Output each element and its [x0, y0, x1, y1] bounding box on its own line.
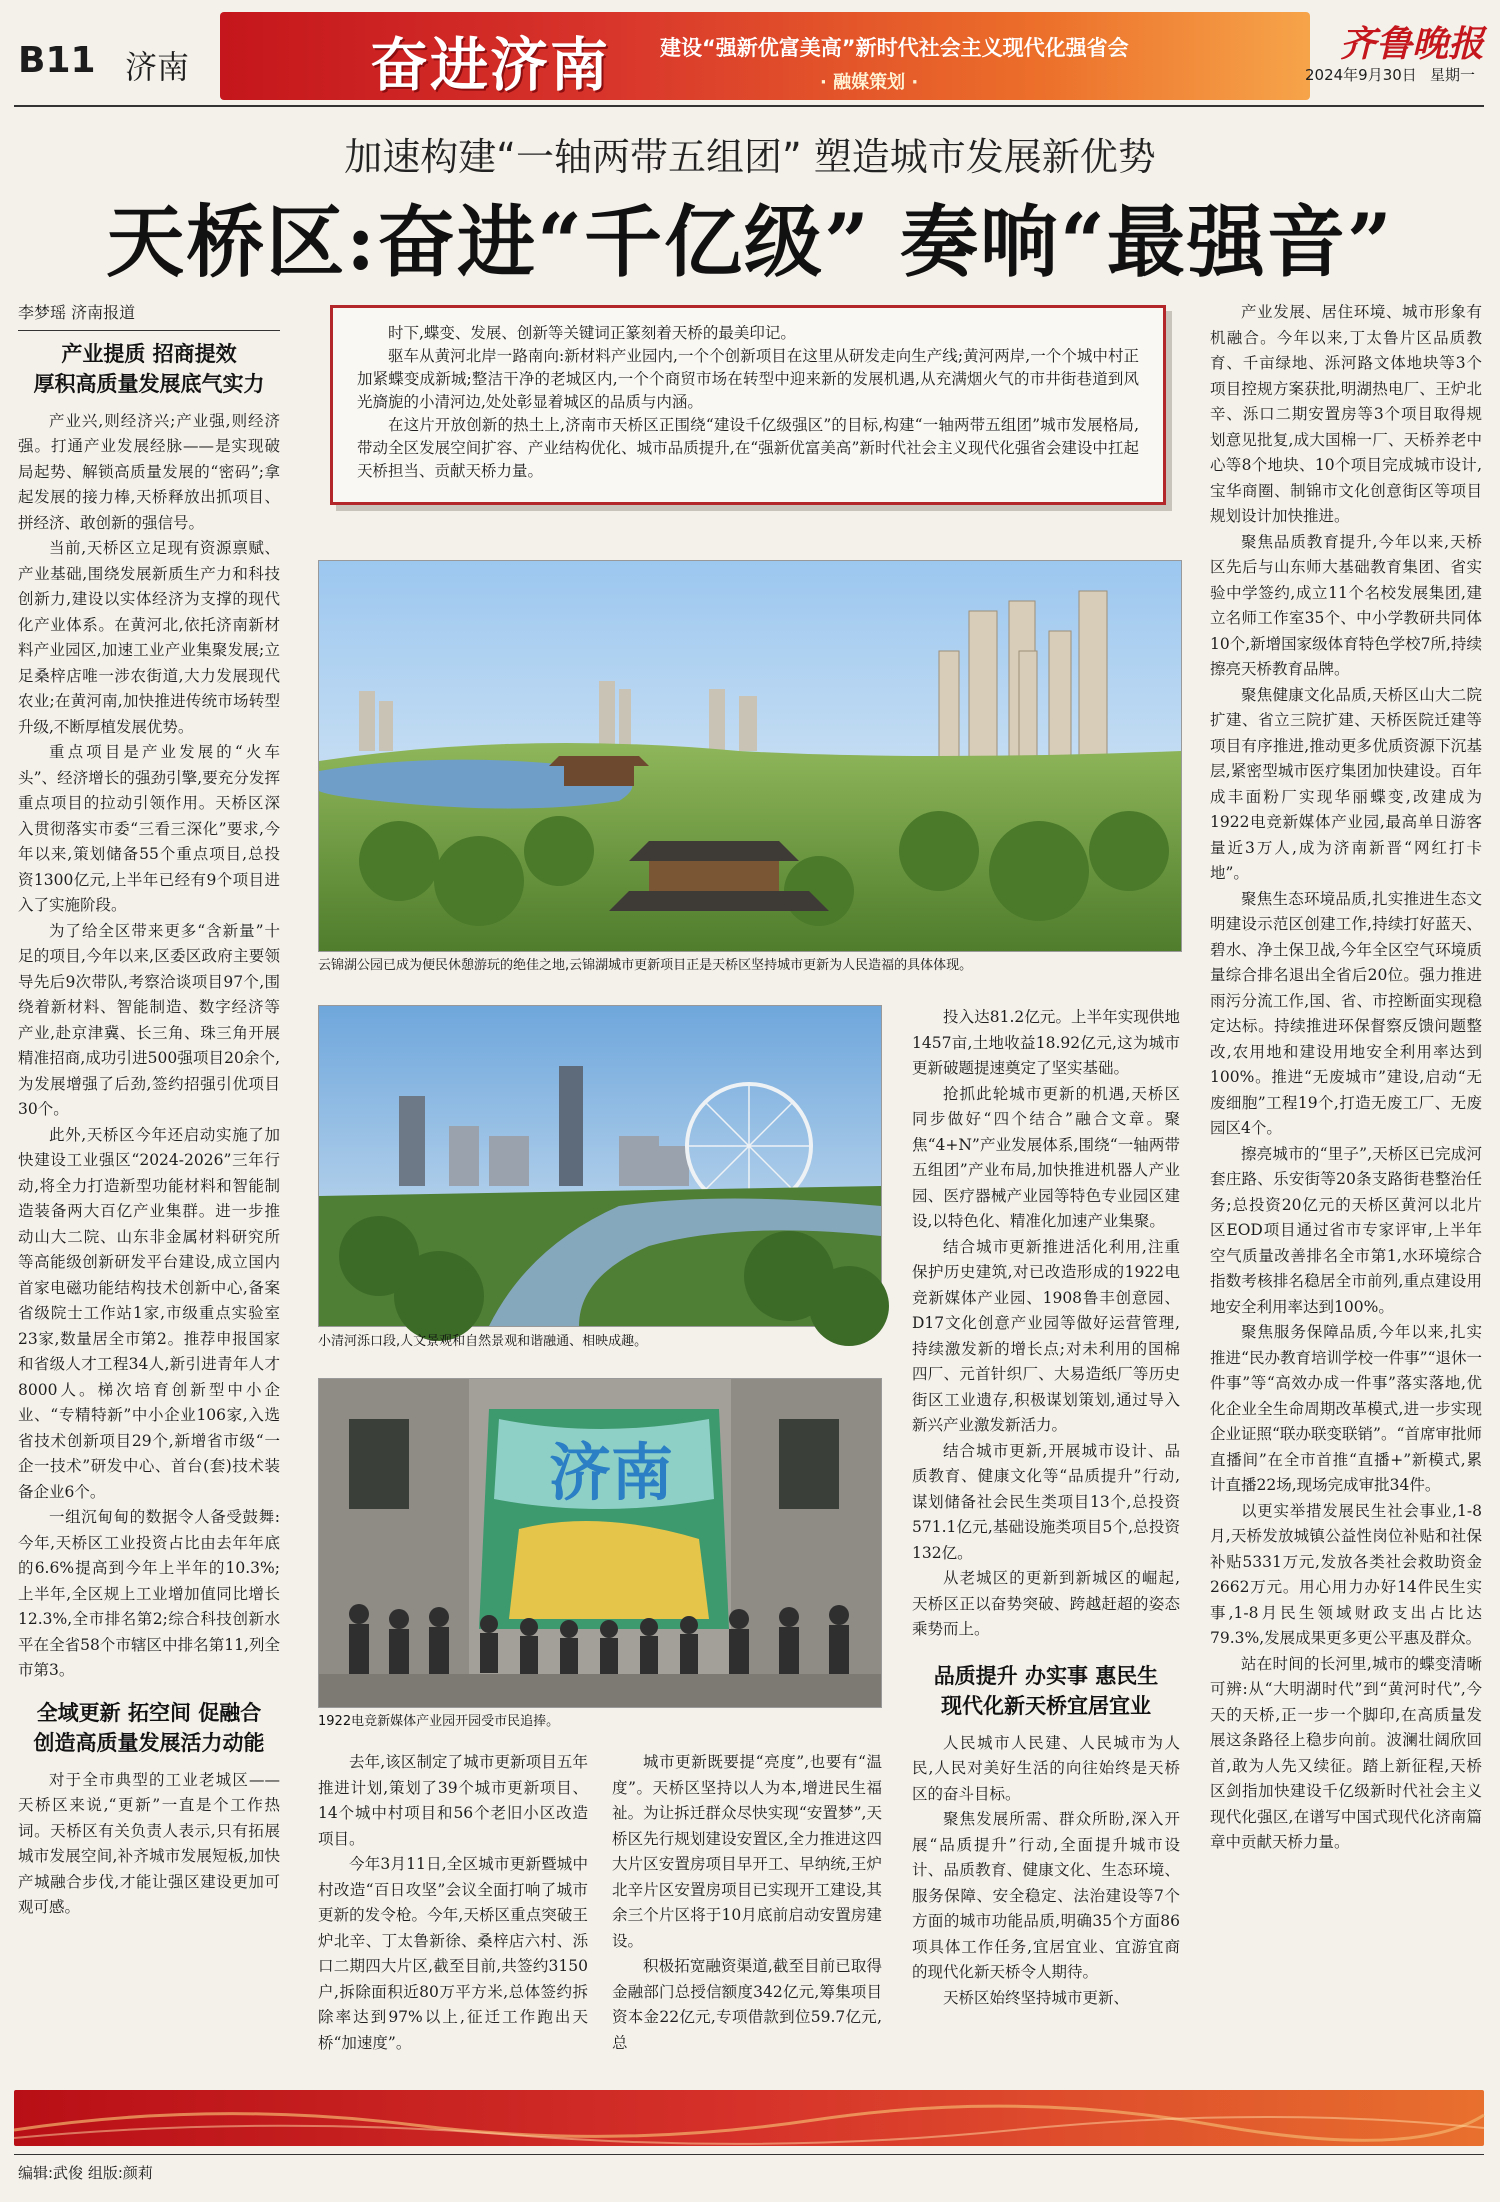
column-5	[1210, 300, 1482, 2045]
paragraph: 天桥区始终坚持城市更新、	[943, 1988, 1130, 2007]
photo-xiaoqing-river	[318, 1005, 882, 1327]
section-name: 济南	[125, 48, 190, 86]
paragraph: 为了给全区带来更多“含新量”十足的项目,今年以来,区委区政府主要领导先后9次带队,考察洽谈项目97个,围绕着新材料、智能制造、数字经济等产业,赴京津冀、长三角、珠三角开展精准招商,成功引进500强项目20余个,为发展增强了后劲,签约招强引优项目30个。	[18, 921, 280, 1118]
paragraph: 对于全市典型的工业老城区——天桥区来说,“更新”一直是个工作热词。天桥区有关负责人表示,只有拓展城市发展空间,补齐城市发展短板,加快产城融合步伐,才能让强区建设更加可观可感。	[18, 1770, 280, 1916]
intro-paragraph: 时下,蝶变、发展、创新等关键词正篆刻着天桥的最美印记。	[388, 324, 796, 342]
paragraph: 结合城市更新推进活化利用,注重保护历史建筑,对已改造形成的1922电竞新媒体产业园、1908鲁丰创意园、D17文化创意产业园等做好运营管理,持续激发新的增长点;对未利用的国棉四厂、元首针织厂、大易造纸厂等历史街区工业遗存,积极谋划策划,通过导入新兴产业激发新活力。	[912, 1237, 1180, 1434]
byline: 李梦瑶 济南报道	[18, 300, 280, 331]
paragraph: 重点项目是产业发展的“火车头”、经济增长的强劲引擎,要充分发挥重点项目的拉动引领作用。天桥区深入贯彻落实市委“三看三深化”要求,今年以来,策划储备55个重点项目,总投资1300亿元,上半年已经有9个项目进入了实施阶段。	[18, 743, 280, 914]
footer-wave-graphic	[14, 2090, 1484, 2146]
issue-weekday: 星期一	[1430, 66, 1476, 84]
intro-paragraph: 在这片开放创新的热土上,济南市天桥区正围绕“建设千亿级强区”的目标,构建“一轴两带五组团”城市发展格局,带动全区发展空间扩容、产业结构优化、城市品质提升,在“强新优富美高”新时代社会主义现代化强省会建设中扛起天桥担当、贡献天桥力量。	[357, 416, 1139, 480]
paragraph: 当前,天桥区立足现有资源禀赋、产业基础,围绕发展新质生产力和科技创新力,建设以实体经济为支撑的现代化产业体系。在黄河北,依托济南新材料产业园区,加速工业产业集聚发展;立足桑梓店唯一涉农街道,大力发展现代农业;在黄河南,加快推进传统市场转型升级,不断厚植发展优势。	[18, 539, 280, 736]
footer-decoration	[14, 2090, 1484, 2146]
banner-title: 奋进济南	[370, 31, 611, 99]
banner-slogan: 建设“强新优富美高”新时代社会主义现代化强省会	[660, 36, 1129, 60]
issue-date: 2024年9月30日	[1305, 66, 1417, 84]
paragraph: 擦亮城市的“里子”,天桥区已完成河套庄路、乐安街等20条支路街巷整治任务;总投资20亿元的天桥区黄河以北片区EOD项目通过省市专家评审,上半年空气质量改善排名全市第1,水环境综合指数考核排名稳居全市前列,重点建设用地安全利用率达到100%。	[1210, 1144, 1482, 1316]
paper-logo: 齐鲁晚报	[1340, 23, 1485, 65]
paragraph: 产业兴,则经济兴;产业强,则经济强。打通产业发展经脉——是实现破局起势、解锁高质量发展的“密码”;拿起发展的接力棒,天桥释放出抓项目、拼经济、敢创新的强信号。	[18, 411, 280, 532]
paragraph: 站在时间的长河里,城市的蝶变清晰可辨:从“大明湖时代”到“黄河时代”,今天的天桥,正一步一个脚印,在高质量发展这条路径上稳步向前。波澜壮阔欣回首,敢为人先又续征。踏上新征程,天桥区剑指加快建设千亿级新时代社会主义现代化强区,在谱写中国式现代化济南篇章中贡献天桥力量。	[1210, 1654, 1482, 1851]
paragraph: 去年,该区制定了城市更新项目五年推进计划,策划了39个城市更新项目、14个城中村项目和56个老旧小区改造项目。	[318, 1753, 588, 1848]
photo-1922-esports-park	[318, 1378, 882, 1708]
banner-sub: · 融媒策划 ·	[820, 72, 919, 93]
column-4	[912, 1005, 1180, 2045]
paragraph: 城市更新既要提“亮度”,也要有“温度”。天桥区坚持以人为本,增进民生福祉。为让拆迁群众尽快实现“安置梦”,天桥区先行规划建设安置区,全力推进这四大片区安置房项目早开工、早纳统,王炉北辛片区安置房项目已实现开工建设,其余三个片区将于10月底前启动安置房建设。	[612, 1753, 882, 1950]
paragraph: 产业发展、居住环境、城市形象有机融合。今年以来,丁太鲁片区品质教育、千亩绿地、泺河路文体地块等3个项目控规方案获批,明湖热电厂、王炉北辛、泺口二期安置房等3个项目取得规划意见批复,成大国棉一厂、天桥养老中心等8个地块、10个项目完成城市设计,宝华商圈、制锦市文化创意街区等项目规划设计加快推进。	[1210, 303, 1482, 525]
paragraph: 聚焦发展所需、群众所盼,深入开展“品质提升”行动,全面提升城市设计、品质教育、健康文化、生态环境、服务保障、安全稳定、法治建设等7个方面的城市功能品质,明确35个方面86项具体工作任务,宜居宜业、宜游宜商的现代化新天桥令人期待。	[912, 1810, 1180, 1981]
paragraph: 聚焦服务保障品质,今年以来,扎实推进“民办教育培训学校一件事”“退休一件事”等“高效办成一件事”落实落地,优化企业全生命周期改革模式,进一步实现企业证照“联办联变联销”。“首席审批师直播间”在全市首推“直播+”新模式,累计直播22场,现场完成审批34件。	[1210, 1323, 1482, 1494]
col1-section1	[18, 409, 280, 1684]
column-2-bottom	[318, 1750, 588, 2052]
paragraph: 聚焦生态环境品质,扎实推进生态文明建设示范区创建工作,持续打好蓝天、碧水、净土保卫战,今年全区空气环境质量综合排名退出全省后20位。强力推进雨污分流工作,国、省、市控断面实现稳定达标。持续推进环保督察反馈问题整改,农用地和建设用地安全利用率达到100%。推进“无废城市”建设,启动“无废细胞”工程19个,打造无废工厂、无废园区4个。	[1210, 889, 1482, 1137]
page-number: B11	[18, 40, 96, 81]
photo-caption-2: 小清河泺口段,人文景观和自然景观和谐融通、相映成趣。	[318, 1334, 648, 1349]
paragraph: 一组沉甸甸的数据令人备受鼓舞:今年,天桥区工业投资占比由去年年底的6.6%提高到今年上半年的10.3%;上半年,全区规上工业增加值同比增长12.3%,全市排名第2;综合科技创新水平在全省58个市辖区中排名第11,列全市第3。	[18, 1508, 280, 1679]
photo-caption-1: 云锦湖公园已成为便民休憩游玩的绝佳之地,云锦湖城市更新项目正是天桥区坚持城市更新为人民造福的具体体现。	[318, 958, 973, 973]
intro-box	[330, 305, 1166, 505]
photo-yunjin-lake-park	[318, 560, 1182, 952]
paragraph: 积极拓宽融资渠道,截至目前已取得金融部门总授信额度342亿元,筹集项目资本金22亿元,专项借款到位59.7亿元,总	[612, 1957, 882, 2052]
paragraph: 聚焦健康文化品质,天桥区山大二院扩建、省立三院扩建、天桥医院迁建等项目有序推进,推动更多优质资源下沉基层,紧密型城市医疗集团加快建设。百年成丰面粉厂实现华丽蝶变,改建成为1922电竞新媒体产业园,最高单日游客量近3万人,成为济南新晋“网红打卡地”。	[1210, 685, 1482, 882]
paragraph: 今年3月11日,全区城市更新暨城中村改造“百日攻坚”会议全面打响了城市更新的发令枪。今年,天桥区重点突破王炉北辛、丁太鲁新徐、桑梓店六村、泺口二期四大片区,截至目前,共签约3150户,拆除面积近80万平方米,总体签约拆除率达到97%以上,征迁工作跑出天桥“加速度”。	[318, 1855, 588, 2052]
footer-credits: 编辑:武俊 组版:颜莉	[18, 2164, 153, 2182]
column-1	[18, 300, 280, 2100]
paragraph: 聚焦品质教育提升,今年以来,天桥区先后与山东师大基础教育集团、省实验中学签约,成立11个名校发展集团,建立名师工作室35个、中小学教研共同体10个,新增国家级体育特色学校7所,持续擦亮天桥教育品牌。	[1210, 532, 1482, 678]
paragraph: 投入达81.2亿元。上半年实现供地1457亩,土地收益18.92亿元,这为城市更新破题提速奠定了坚实基础。	[912, 1008, 1180, 1077]
subhead-2: 全域更新 拓空间 促融合 创造高质量发展活力动能	[33, 1700, 265, 1755]
photo-caption-3: 1922电竞新媒体产业园开园受市民追捧。	[318, 1714, 560, 1729]
photo-1922-esports-park-graphic	[319, 1379, 881, 1707]
paragraph: 此外,天桥区今年还启动实施了加快建设工业强区“2024-2026”三年行动,将全力打造新型功能材料和智能制造装备两大百亿产业集群。进一步推动山大二院、山东非金属材料研究所等高能级创新研发平台建设,成立国内首家电磁功能结构技术创新中心,备案省级院士工作站1家,市级重点实验室23家,数量居全市第2。推荐申报国家和省级人才工程34人,新引进青年人才8000人。梯次培育创新型中小企业、“专精特新”中小企业106家,入选省技术创新项目29个,新增省市级“一企一技术”研发中心、首台(套)技术装备企业6个。	[18, 1125, 280, 1501]
headline-main: 天桥区:奋进“千亿级” 奏响“最强音”	[106, 197, 1394, 288]
photo-xiaoqing-river-graphic	[319, 1006, 881, 1326]
paragraph: 结合城市更新,开展城市设计、品质教育、健康文化等“品质提升”行动,谋划储备社会民生类项目13个,总投资571.1亿元,基础设施类项目5个,总投资132亿。	[912, 1441, 1180, 1562]
headline-kicker: 加速构建“一轴两带五组团” 塑造城市发展新优势	[344, 135, 1156, 179]
subhead-3: 品质提升 办实事 惠民生 现代化新天桥宜居宜业	[933, 1663, 1159, 1718]
paragraph: 人民城市人民建、人民城市为人民,人民对美好生活的向往始终是天桥区的奋斗目标。	[912, 1733, 1180, 1803]
paragraph: 以更实举措发展民生社会事业,1-8月,天桥发放城镇公益性岗位补贴和社保补贴5331万元,发放各类社会救助资金2662万元。用心用力办好14件民生实事,1-8月民生领域财政支出占比达79.3%,发展成果更多更公平惠及群众。	[1210, 1501, 1482, 1647]
photo-yunjin-lake-park-graphic	[319, 561, 1181, 951]
masthead-rule	[14, 105, 1484, 107]
paragraph: 抢抓此轮城市更新的机遇,天桥区同步做好“四个结合”融合文章。聚焦“4+N”产业发展体系,围绕“一轴两带五组团”产业布局,加快推进机器人产业园、医疗器械产业园等特色专业园区建设,以特色化、精准化加速产业集聚。	[912, 1084, 1180, 1230]
mural-char-1: 济南	[549, 1436, 674, 1509]
subhead-1: 产业提质 招商提效 厚积高质量发展底气实力	[33, 341, 265, 396]
paragraph: 从老城区的更新到新城区的崛起,天桥区正以奋势突破、跨越赶超的姿态乘势而上。	[912, 1569, 1180, 1638]
intro-paragraph: 驱车从黄河北岸一路南向:新材料产业园内,一个个创新项目在这里从研发走向生产线;黄河两岸,一个个城中村正加紧蝶变成新城;整洁干净的老城区内,一个个商贸市场在转型中迎来新的发展机遇,从充满烟火气的市井街巷道到风光旖旎的小清河边,处处彰显着城区的品质与内涵。	[357, 347, 1139, 411]
footer-rule	[14, 2154, 1484, 2155]
column-3-bottom	[612, 1750, 882, 2052]
banner	[220, 12, 1310, 100]
